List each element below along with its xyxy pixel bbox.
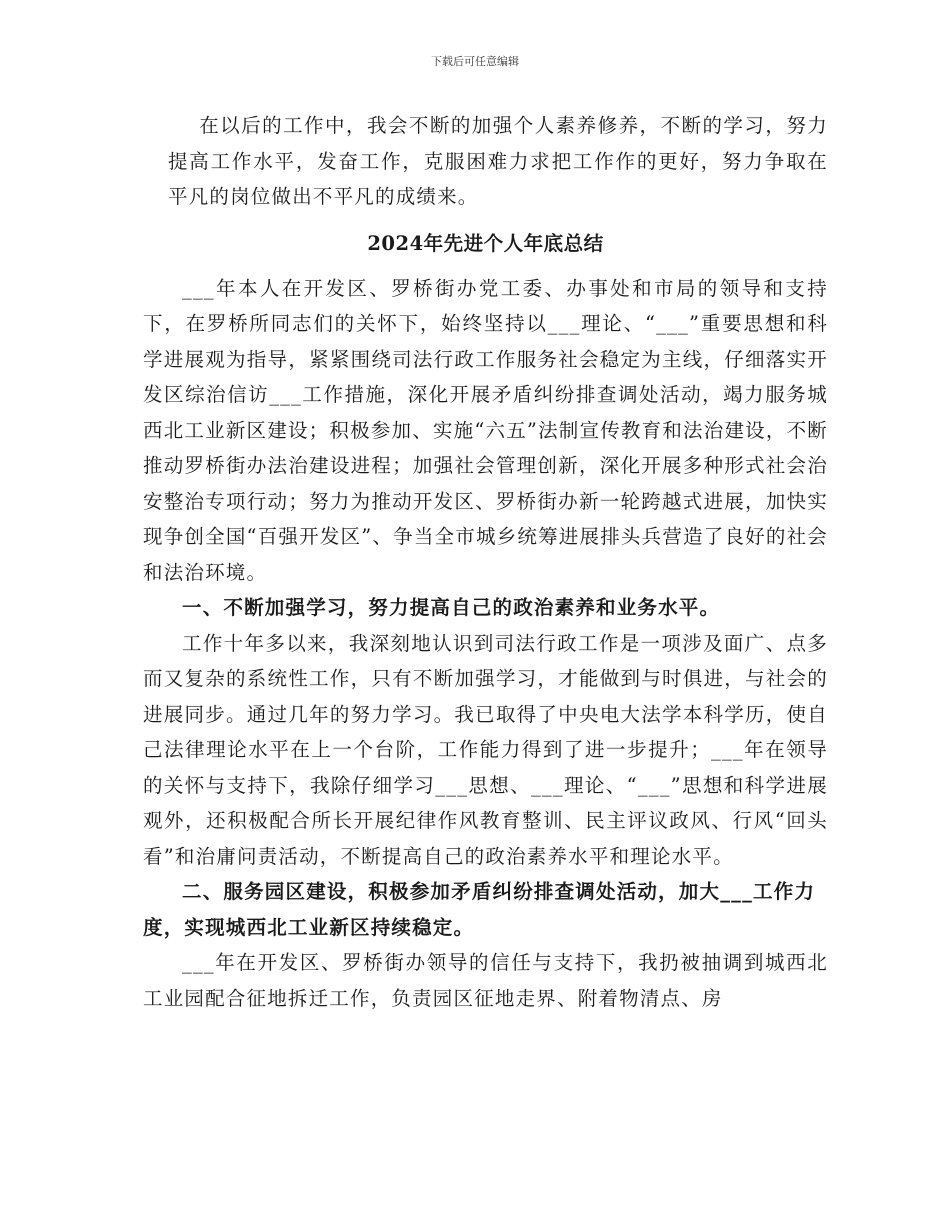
section-2-heading: 二、服务园区建设，积极参加矛盾纠纷排查调处活动，加大___工作力度，实现城西北工业新区持续稳定。 — [143, 880, 816, 939]
section-1-heading: 一、不断加强学习，努力提高自己的政治素养和业务水平。 — [182, 596, 721, 619]
page-header: 下载后可任意编辑 — [431, 55, 519, 68]
section-2-body: ___年在开发区、罗桥街办领导的信任与支持下，我扔被抽调到城西北工业园配合征地拆迁工作，负责园区征地走界、附着物清点、房 — [143, 951, 828, 1010]
intro-paragraph: 在以后的工作中，我会不断的加强个人素养修养，不断的学习，努力提高工作水平，发奋工作，克服困难力求把工作作的更好，努力争取在平凡的岗位做出不平凡的成绩来。 — [168, 114, 828, 208]
document-title: 2024年先进个人年底总结 — [367, 231, 604, 255]
section-1-body: 工作十年多以来，我深刻地认识到司法行政工作是一项涉及面广、点多而又复杂的系统性工作，只有不断加强学习，才能做到与时俱进，与社会的进展同步。通过几年的努力学习。我已取得了中央电大法学本科学历，使自己法律理论水平在上一个台阶，工作能力得到了进一步提升；___年在领导的关怀与支持下，我除仔细学习___思想、___理论、“___”思想和科学进展观外，还积极配合所长开展纪律作风教育整训、民主评议政风、行风“回头看”和治庸问责活动，不断提高自己的政治素养水平和理论水平。 — [143, 631, 828, 868]
paragraph-1: ___年本人在开发区、罗桥街办党工委、办事处和市局的领导和支持下，在罗桥所同志们的关怀下，始终坚持以___理论、“___”重要思想和科学进展观为指导，紧紧围绕司法行政工作服务社会稳定为主线，仔细落实开发区综治信访___工作措施，深化开展矛盾纠纷排查调处活动，竭力服务城西北工业新区建设；积极参加、实施“六五”法制宣传教育和法治建设，不断推动罗桥街办法治建设进程；加强社会管理创新，深化开展多种形式社会治安整治专项行动；努力为推动开发区、罗桥街办新一轮跨越式进展，加快实现争创全国“百强开发区”、争当全市城乡统筹进展排头兵营造了良好的社会和法治环境。 — [143, 276, 828, 584]
document-body — [143, 108, 828, 1016]
